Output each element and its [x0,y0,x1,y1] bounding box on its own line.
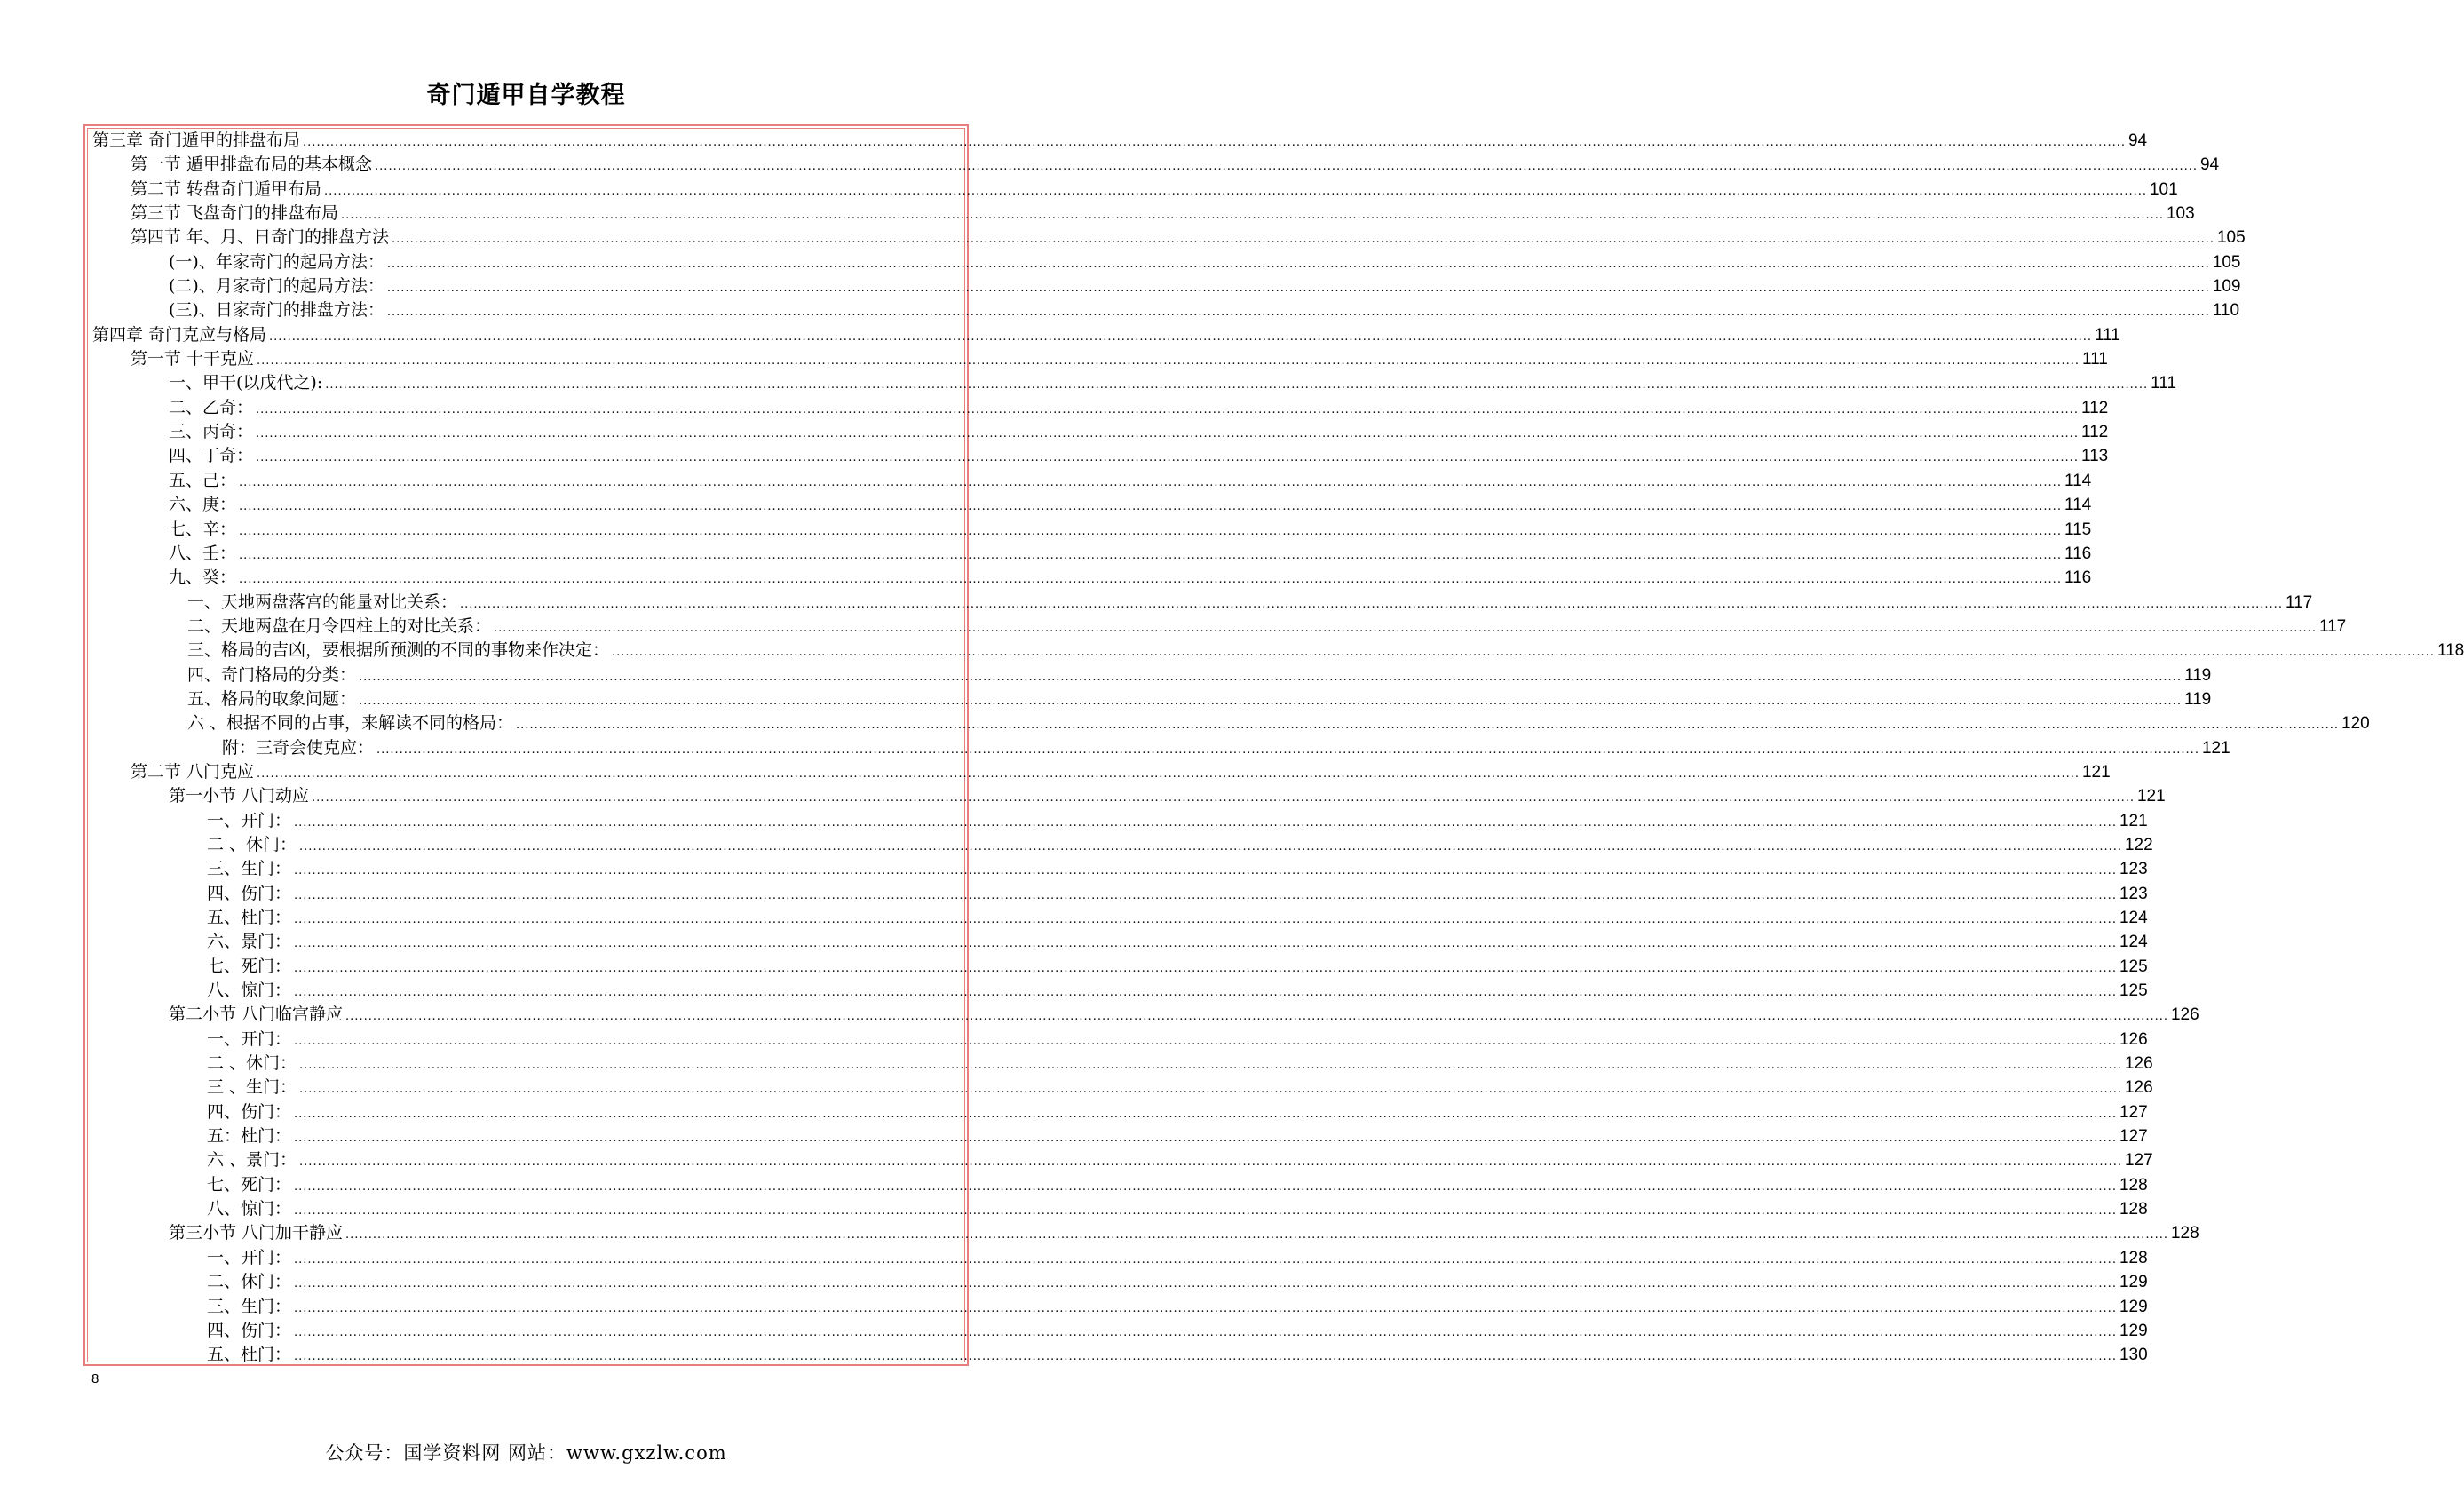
toc-leader-dots: ................................................................................................................................................................................................................................................................................................................................................................................................................ [256,451,2079,465]
toc-entry-page: 121 [2201,738,2230,758]
toc-entry[interactable] [92,663,2212,687]
toc-leader-dots: ................................................................................................................................................................................................................................................................................................................................................................................................................ [294,1107,2117,1121]
toc-entry-page: 128 [2119,1175,2148,1195]
toc-entry-page: 125 [2119,957,2148,976]
toc-entry-page: 126 [2124,1054,2153,1074]
toc-entry[interactable] [92,906,2148,930]
toc-entry-title: 第四节 年、月、日奇门的排盘方法 [131,227,390,248]
toc-entry-page: 111 [2081,350,2108,369]
toc-entry-title: 六 、景门： [207,1150,297,1171]
toc-entry-title: 二 、休门： [207,834,297,854]
toc-leader-dots: ................................................................................................................................................................................................................................................................................................................................................................................................................ [294,1301,2117,1315]
toc-entry-page: 122 [2124,835,2153,854]
toc-entry-page: 123 [2119,884,2148,903]
toc-entry-page: 116 [2064,568,2092,588]
toc-leader-dots: ................................................................................................................................................................................................................................................................................................................................................................................................................ [294,1350,2117,1364]
toc-entry-title: 第二小节 八门临宫静应 [169,1005,344,1025]
toc-entry-page: 94 [2199,155,2220,175]
toc-entry-title: 四、奇门格局的分类： [187,664,357,685]
toc-leader-dots: ................................................................................................................................................................................................................................................................................................................................................................................................................ [312,791,2135,806]
toc-entry-title: 五、杜门： [207,1345,292,1365]
toc-leader-dots: ................................................................................................................................................................................................................................................................................................................................................................................................................ [341,209,2164,223]
toc-entry[interactable] [92,1221,2199,1245]
toc-entry-title: 四、丁奇： [169,446,254,466]
toc-entry-title: 七、辛： [169,519,237,539]
toc-entry-title: 八、惊门： [207,981,292,1001]
toc-entry[interactable] [92,857,2148,881]
toc-entry[interactable] [92,955,2148,979]
toc-entry-title: 六 、根据不同的占事，来解读不同的格局： [187,713,514,734]
toc-entry-title: 第三小节 八门加干静应 [169,1223,344,1243]
toc-leader-dots: ................................................................................................................................................................................................................................................................................................................................................................................................................ [294,1034,2117,1048]
toc-entry[interactable] [92,518,2092,542]
toc-leader-dots: ................................................................................................................................................................................................................................................................................................................................................................................................................ [294,864,2117,878]
toc-leader-dots: ................................................................................................................................................................................................................................................................................................................................................................................................................ [299,839,2122,854]
toc-leader-dots: ................................................................................................................................................................................................................................................................................................................................................................................................................ [294,1325,2117,1339]
toc-entry-title: 二、休门： [207,1272,292,1292]
toc-entry-title: 三、格局的吉凶，要根据所预测的不同的事物来作决定： [187,640,610,661]
toc-entry-title: 第三章 奇门遁甲的排盘布局 [92,131,301,150]
toc-entry[interactable] [92,1076,2153,1100]
toc-entry-page: 129 [2119,1273,2148,1292]
toc-entry-title: 第三节 飞盘奇门的排盘布局 [131,203,339,224]
toc-entry[interactable] [92,1124,2148,1148]
toc-entry[interactable] [92,469,2092,493]
toc-entry[interactable] [92,226,2246,250]
toc-entry-title: 四、伤门： [207,1320,292,1340]
toc-entry-title: 五、杜门： [207,908,292,927]
toc-entry-page: 120 [2341,714,2370,734]
toc-leader-dots: ................................................................................................................................................................................................................................................................................................................................................................................................................ [294,1132,2117,1146]
toc-entry-page: 116 [2064,544,2092,563]
toc-entry[interactable] [92,1319,2148,1343]
toc-entry-page: 94 [2127,131,2148,150]
toc-entry[interactable] [92,930,2148,954]
toc-entry-page: 105 [2212,252,2241,272]
toc-leader-dots: ................................................................................................................................................................................................................................................................................................................................................................................................................ [386,282,2210,296]
toc-entry-page: 126 [2119,1029,2148,1049]
toc-entry[interactable] [92,542,2092,566]
toc-entry[interactable] [92,129,2148,153]
toc-entry-page: 115 [2064,520,2092,539]
toc-entry-title: 四、伤门： [207,1101,292,1122]
toc-entry[interactable] [92,760,2111,784]
toc-entry-title: 第二节 八门克应 [131,761,255,782]
toc-entry[interactable] [92,396,2109,420]
toc-leader-dots: ................................................................................................................................................................................................................................................................................................................................................................................................................ [299,1059,2122,1073]
toc-leader-dots: ................................................................................................................................................................................................................................................................................................................................................................................................................ [376,743,2199,757]
toc-entry-page: 114 [2064,496,2092,515]
toc-entry-page: 114 [2064,471,2092,490]
toc-entry[interactable] [92,274,2241,298]
toc-entry[interactable] [92,1270,2148,1294]
toc-entry-title: 九、癸： [169,568,237,588]
toc-leader-dots: ................................................................................................................................................................................................................................................................................................................................................................................................................ [294,888,2117,902]
toc-leader-dots: ................................................................................................................................................................................................................................................................................................................................................................................................................ [386,306,2210,320]
toc-entry-title: 三 、生门： [207,1077,297,1098]
toc-leader-dots: ................................................................................................................................................................................................................................................................................................................................................................................................................ [494,621,2317,635]
toc-entry-page: 117 [2318,616,2347,636]
document-title: 奇门遁甲自学教程 [426,82,626,109]
toc-entry-page: 105 [2216,228,2246,248]
toc-entry-page: 112 [2080,423,2109,442]
toc-entry-page: 127 [2119,1102,2148,1122]
toc-entry-page: 110 [2212,301,2240,321]
toc-leader-dots: ................................................................................................................................................................................................................................................................................................................................................................................................................ [325,378,2149,393]
toc-entry-page: 124 [2119,909,2148,927]
toc-entry-title: 第一节 遁甲排盘布局的基本概念 [131,155,373,175]
toc-entry-title: 一、开门： [207,810,292,830]
toc-leader-dots: ................................................................................................................................................................................................................................................................................................................................................................................................................ [294,1179,2117,1194]
toc-leader-dots: ................................................................................................................................................................................................................................................................................................................................................................................................................ [294,815,2117,830]
toc-entry[interactable] [92,1173,2148,1197]
toc-entry[interactable] [92,1100,2148,1124]
toc-entry-page: 111 [2094,325,2120,345]
toc-entry-title: 一、开门： [207,1247,292,1267]
toc-entry-title: 六、庚： [169,495,237,515]
toc-entry-title: 二、乙奇： [169,397,254,417]
toc-entry-page: 124 [2119,933,2148,952]
toc-entry[interactable] [92,809,2148,833]
toc-entry-page: 127 [2119,1127,2148,1147]
toc-entry-page: 125 [2119,981,2148,1001]
toc-leader-dots: ................................................................................................................................................................................................................................................................................................................................................................................................................ [257,766,2080,781]
toc-entry-page: 121 [2081,762,2111,782]
toc-leader-dots: ................................................................................................................................................................................................................................................................................................................................................................................................................ [375,160,2198,174]
toc-entry[interactable] [92,882,2148,906]
toc-entry[interactable] [92,250,2241,274]
toc-entry-page: 121 [2119,811,2148,830]
toc-entry[interactable] [92,1003,2199,1027]
toc-entry[interactable] [92,639,2464,663]
toc-entry[interactable] [92,591,2313,615]
toc-leader-dots: ................................................................................................................................................................................................................................................................................................................................................................................................................ [256,402,2079,417]
table-of-contents [92,129,2464,1368]
toc-leader-dots: ................................................................................................................................................................................................................................................................................................................................................................................................................ [460,597,2283,611]
toc-entry[interactable] [92,711,2370,735]
toc-entry-title: 三、丙奇： [169,422,254,442]
toc-entry-title: 一、天地两盘落宫的能量对比关系： [187,592,458,612]
toc-leader-dots: ................................................................................................................................................................................................................................................................................................................................................................................................................ [392,233,2214,247]
toc-entry-title: 二 、休门： [207,1053,297,1074]
toc-entry-page: 129 [2119,1321,2148,1340]
toc-leader-dots: ................................................................................................................................................................................................................................................................................................................................................................................................................ [239,548,2062,562]
toc-entry-page: 123 [2119,860,2148,879]
toc-entry[interactable] [92,444,2109,468]
toc-leader-dots: ................................................................................................................................................................................................................................................................................................................................................................................................................ [294,986,2117,1000]
toc-entry-title: 八、壬： [169,543,237,563]
toc-leader-dots: ................................................................................................................................................................................................................................................................................................................................................................................................................ [294,937,2117,951]
toc-entry-page: 128 [2170,1224,2199,1243]
toc-entry-title: (一)、年家奇门的起局方法： [169,251,384,272]
toc-entry-title: (三)、日家奇门的排盘方法： [169,300,384,321]
toc-entry-page: 119 [2183,665,2212,685]
toc-entry-title: 七、死门： [207,956,292,976]
toc-entry-page: 128 [2119,1200,2148,1219]
toc-entry[interactable] [92,979,2148,1003]
toc-leader-dots: ................................................................................................................................................................................................................................................................................................................................................................................................................ [256,427,2079,441]
toc-entry-page: 127 [2124,1151,2153,1171]
toc-entry-title: 三、生门： [207,1296,292,1316]
toc-entry-title: 五、格局的取象问题： [187,688,357,709]
toc-entry[interactable] [92,566,2092,590]
toc-entry-title: 第一节 十干克应 [131,349,255,369]
toc-leader-dots: ................................................................................................................................................................................................................................................................................................................................................................................................................ [294,1277,2117,1291]
toc-entry-title: 七、死门： [207,1174,292,1195]
toc-leader-dots: ................................................................................................................................................................................................................................................................................................................................................................................................................ [294,961,2117,975]
toc-entry[interactable] [92,687,2212,711]
toc-entry-page: 101 [2149,179,2178,199]
toc-entry[interactable] [92,1052,2153,1076]
toc-entry-page: 130 [2119,1346,2148,1365]
toc-entry-title: 第四章 奇门克应与格局 [92,324,267,345]
toc-entry[interactable] [92,1148,2153,1172]
toc-leader-dots: ................................................................................................................................................................................................................................................................................................................................................................................................................ [386,257,2210,271]
toc-entry[interactable] [92,347,2108,371]
toc-entry[interactable] [92,1343,2148,1367]
toc-entry-title: 三、生门： [207,859,292,879]
toc-entry-title: 第二节 转盘奇门遁甲布局 [131,179,322,199]
toc-entry[interactable] [92,784,2166,808]
toc-leader-dots: ................................................................................................................................................................................................................................................................................................................................................................................................................ [239,524,2062,538]
toc-leader-dots: ................................................................................................................................................................................................................................................................................................................................................................................................................ [269,330,2092,344]
toc-entry-title: 六、景门： [207,932,292,952]
toc-entry[interactable] [92,1295,2148,1319]
toc-leader-dots: ................................................................................................................................................................................................................................................................................................................................................................................................................ [239,573,2062,587]
toc-entry-title: 附：三奇会使克应： [222,737,375,758]
toc-leader-dots: ................................................................................................................................................................................................................................................................................................................................................................................................................ [516,719,2339,733]
page-number: 8 [91,1371,99,1386]
toc-entry-title: 二、天地两盘在月令四柱上的对比关系： [187,615,492,636]
toc-entry-page: 118 [2436,641,2464,661]
toc-entry-title: (二)、月家奇门的起局方法： [169,276,384,297]
toc-entry[interactable] [92,371,2177,395]
toc-entry-title: 五、己： [169,470,237,490]
toc-leader-dots: ................................................................................................................................................................................................................................................................................................................................................................................................................ [359,670,2182,684]
toc-entry[interactable] [92,420,2109,444]
toc-entry[interactable] [92,736,2230,760]
toc-entry-page: 126 [2124,1078,2153,1098]
toc-leader-dots: ................................................................................................................................................................................................................................................................................................................................................................................................................ [303,136,2126,149]
toc-entry-title: 第一小节 八门动应 [169,786,310,806]
toc-entry[interactable] [92,153,2220,177]
toc-entry-title: 八、惊门： [207,1199,292,1219]
toc-entry[interactable] [92,178,2178,202]
toc-entry-title: 一、甲干(以戊代之): [169,373,323,393]
toc-entry-page: 126 [2170,1005,2199,1025]
toc-entry[interactable] [92,1246,2148,1270]
toc-entry-page: 112 [2080,398,2109,417]
toc-entry-page: 109 [2212,277,2241,297]
toc-leader-dots: ................................................................................................................................................................................................................................................................................................................................................................................................................ [612,646,2435,660]
toc-leader-dots: ................................................................................................................................................................................................................................................................................................................................................................................................................ [359,694,2182,708]
footer-source: 公众号：国学资料网 网站：www.gxzlw.com [325,1442,727,1464]
toc-leader-dots: ................................................................................................................................................................................................................................................................................................................................................................................................................ [345,1228,2168,1243]
toc-entry[interactable] [92,1028,2148,1052]
toc-entry-title: 四、伤门： [207,883,292,903]
toc-entry-page: 128 [2119,1248,2148,1267]
toc-leader-dots: ................................................................................................................................................................................................................................................................................................................................................................................................................ [294,1252,2117,1267]
toc-leader-dots: ................................................................................................................................................................................................................................................................................................................................................................................................................ [324,184,2147,198]
toc-entry-page: 129 [2119,1297,2148,1316]
toc-leader-dots: ................................................................................................................................................................................................................................................................................................................................................................................................................ [294,1204,2117,1219]
toc-leader-dots: ................................................................................................................................................................................................................................................................................................................................................................................................................ [299,1155,2122,1170]
toc-leader-dots: ................................................................................................................................................................................................................................................................................................................................................................................................................ [239,500,2062,514]
toc-entry-page: 121 [2136,787,2166,806]
toc-leader-dots: ................................................................................................................................................................................................................................................................................................................................................................................................................ [294,913,2117,926]
toc-entry-title: 一、开门： [207,1028,292,1049]
toc-entry-page: 103 [2166,204,2195,224]
toc-entry-page: 119 [2183,689,2212,709]
toc-entry[interactable] [92,298,2240,322]
toc-entry-title: 五：杜门： [207,1126,292,1147]
toc-entry[interactable] [92,493,2092,517]
toc-entry[interactable] [92,202,2195,226]
toc-entry-page: 113 [2080,447,2109,466]
toc-leader-dots: ................................................................................................................................................................................................................................................................................................................................................................................................................ [299,1083,2122,1097]
toc-leader-dots: ................................................................................................................................................................................................................................................................................................................................................................................................................ [345,1010,2168,1024]
toc-entry[interactable] [92,323,2120,347]
toc-entry-page: 111 [2151,374,2177,393]
toc-entry[interactable] [92,833,2153,857]
toc-leader-dots: ................................................................................................................................................................................................................................................................................................................................................................................................................ [239,475,2062,489]
toc-leader-dots: ................................................................................................................................................................................................................................................................................................................................................................................................................ [257,354,2080,369]
toc-entry-page: 117 [2285,592,2313,612]
toc-entry[interactable] [92,1197,2148,1221]
toc-entry[interactable] [92,615,2347,639]
